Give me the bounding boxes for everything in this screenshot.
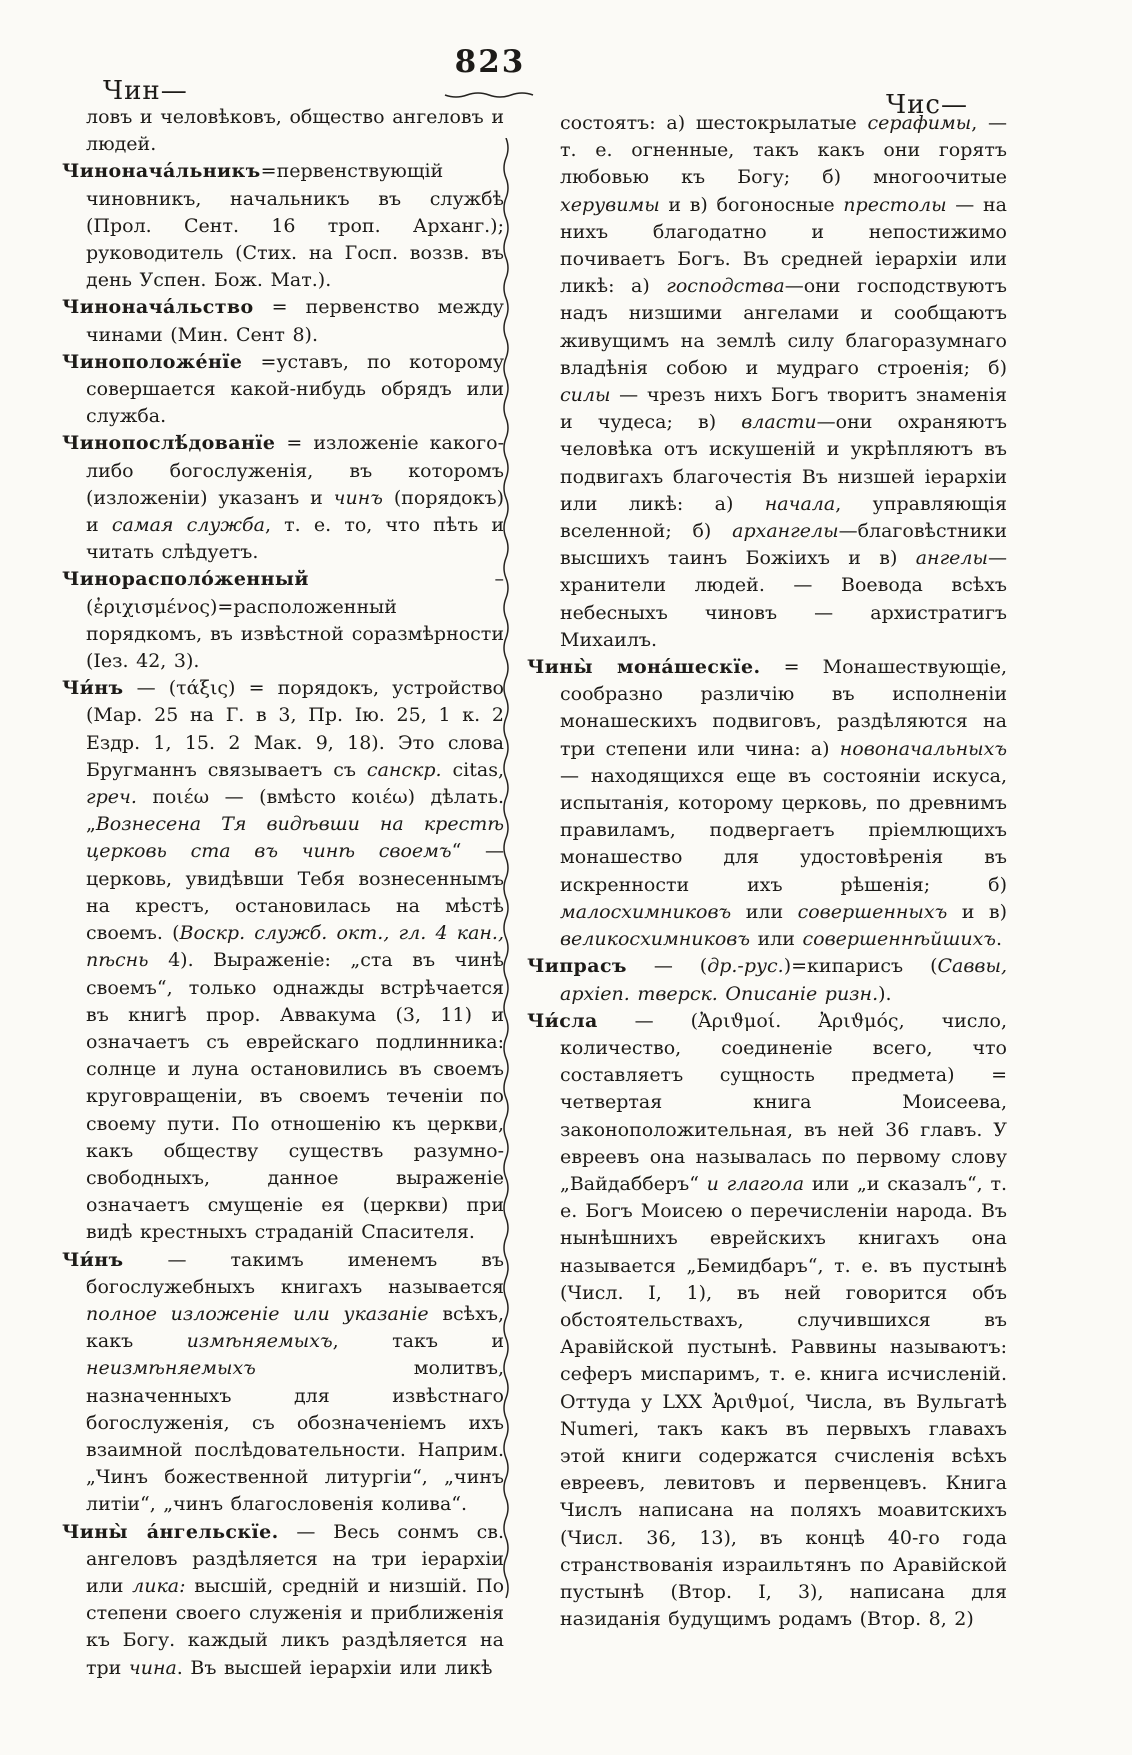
body-text: ловъ и человѣковъ, общество ангеловъ и людей.	[86, 106, 504, 156]
body-text: , такъ и	[332, 1330, 504, 1353]
body-text: = первенство между чинами (Мин. Сент 8).	[86, 296, 504, 346]
emphasis-text: ангелы	[915, 547, 988, 570]
emphasis-text: власти	[741, 411, 817, 434]
emphasis-text: самая служба	[111, 514, 265, 537]
entry-headword: Чи́сла	[527, 1009, 598, 1032]
emphasis-text: Саввы, архіеп. тверск. Описаніе ризн.	[560, 955, 1007, 1005]
emphasis-text: измѣняемыхъ	[186, 1330, 333, 1353]
body-text: и в)	[947, 900, 1007, 923]
emphasis-text: силы	[560, 384, 611, 407]
continuation-paragraph	[62, 104, 504, 158]
continuation-paragraph	[527, 110, 1007, 654]
emphasis-text: санскр.	[366, 758, 442, 781]
emphasis-text: чинъ	[333, 486, 383, 509]
body-text: — находящихся еще въ состояніи искуса, испытанія, которому церковь, по древнимъ правиламъ, подвергаетъ пріемлющихъ монашество для удостовѣренія въ искренности ихъ рѣшенія; б)	[560, 764, 1007, 896]
emphasis-text: архангелы	[732, 520, 839, 543]
entry-headword: Чины̀ а́нгельскїе.	[62, 1520, 279, 1543]
body-text: — такимъ именемъ въ богослужебныхъ книгахъ называется	[86, 1248, 504, 1298]
body-text: или	[731, 900, 798, 923]
dictionary-entry	[527, 654, 1007, 953]
entry-headword: Чинорасполо́женный	[62, 568, 309, 591]
dictionary-entry	[62, 430, 504, 566]
body-text: или „и сказалъ“, т. е. Богъ Моисею о перечисленіи народа. Въ нынѣшнихъ еврейскихъ книгахъ она называется „Бемидбаръ“, т. е. въ пустынѣ (Числ. I, 1), въ ней говорится объ обстоятельствахъ, случившихся въ Аравійской пустынѣ. Раввины называютъ: сеферъ миспаримъ, т. е. книга исчисленій. Оттуда у LXX Ἀριϑμοί, Числа, въ Вульгатѣ Numeri, такъ какъ въ первыхъ главахъ этой книги содержатся счисленія всѣхъ евреевъ, левитовъ и первенцевъ. Книга Числъ написана на поляхъ моавитскихъ (Числ. 36, 13), въ концѣ 40-го года странствованія израильтянъ по Аравійской пустынѣ (Втор. I, 3), написана для назиданія будущимъ родамъ (Втор. 8, 2)	[560, 1172, 1008, 1631]
body-text: высшій, средній и низшій. По степени своего служенія и приближенія къ Богу. каждый ликъ раздѣляется на три	[86, 1574, 505, 1679]
body-text: =уставъ, по которому совершается какой-нибудь обрядъ или служба.	[86, 350, 504, 428]
entry-headword: Чинонача́льникъ	[62, 160, 261, 183]
body-text: 4). Выраженіе: „ста въ чинѣ своемъ“, только однажды встрѣчается въ книгѣ прор. Аввакума (3, 11) и означаетъ съ еврейскаго подлинника: солнце и луна остановились въ своемъ круговращеніи, въ своемъ теченіи по своему пути. По отношенію къ церкви, какъ обществу существъ разумно-свободныхъ, данное выраженіе означаетъ смущеніе ея (церкви) при видѣ крестныхъ страданій Спасителя.	[86, 949, 504, 1244]
body-text: молитвъ, назначенныхъ для извѣстнаго богослуженія, съ обозначеніемъ ихъ взаимной послѣдовательности. Наприм. „Чинъ божественной литургіи“, „чинъ литіи“, „чинъ благословенія колива“.	[86, 1357, 504, 1516]
emphasis-text: др.-рус.	[707, 955, 784, 978]
emphasis-text: Воскр. служб. окт., гл. 4 кан., пѣснь	[86, 922, 504, 972]
entry-headword: Чины̀ мона́шескїе.	[527, 656, 761, 679]
page-number: 823	[454, 44, 526, 80]
emphasis-text: полное изложеніе или указаніе	[86, 1302, 429, 1325]
entry-headword: Чиноположе́нїе	[62, 350, 243, 373]
body-text: состоятъ: а) шестокрылатые	[560, 112, 868, 134]
emphasis-text: неизмѣняемыхъ	[86, 1357, 256, 1380]
entry-headword: Чинонача́льство	[62, 296, 254, 319]
page-number-underline-rule	[443, 90, 539, 100]
body-text: — на нихъ благодатно и непостижимо почиваетъ Богъ. Въ средней іерархіи или ликѣ: а)	[560, 193, 1007, 298]
emphasis-text: великосхимниковъ	[560, 928, 751, 951]
emphasis-text: лика:	[132, 1574, 186, 1597]
body-text: — чрезъ нихъ Богъ творитъ знаменія и чудеса; в)	[560, 384, 1007, 434]
body-text: или	[750, 928, 803, 951]
running-head-right: Чис—	[886, 90, 968, 120]
emphasis-text: престолы	[843, 193, 947, 216]
dictionary-entry	[527, 953, 1007, 1007]
emphasis-text: чина	[128, 1656, 177, 1679]
body-text: citas,	[441, 758, 504, 781]
body-text: – (ἐριχισμένος)=расположенный порядкомъ, въ извѣстной соразмѣрности (Іез. 42, 3).	[86, 568, 504, 673]
entry-headword: Чи́нъ	[62, 1248, 124, 1271]
entry-headword: Чи́нъ	[62, 677, 124, 700]
dictionary-entry	[62, 349, 504, 431]
left-column	[62, 104, 504, 1682]
body-text: —благовѣстники высшихъ таинъ Божіихъ и в)	[560, 520, 1007, 570]
dictionary-entry	[62, 675, 504, 1246]
body-text: , управляющія вселенной; б)	[560, 492, 1007, 543]
emphasis-text: совершеннѣйшихъ	[802, 928, 996, 951]
emphasis-text: Вознесена Тя видѣвши на крестѣ церковь ста въ чинѣ своемъ	[86, 813, 504, 863]
dictionary-entry	[527, 1008, 1007, 1634]
dictionary-entry	[62, 158, 504, 294]
body-text: = Монашествующіе, сообразно различію въ исполненіи монашескихъ подвиговъ, раздѣляются на три степени или чина: а)	[560, 656, 1008, 760]
body-text: (порядокъ) и	[86, 486, 504, 537]
dictionary-entry	[62, 1247, 504, 1519]
body-text: )=кипарисъ (	[783, 955, 938, 978]
body-text: ποιέω — (вмѣсто κοιέω) дѣлать. „	[86, 786, 504, 836]
body-text: ).	[878, 982, 892, 1005]
emphasis-text: серафимы	[867, 112, 972, 134]
body-text: .	[995, 928, 1002, 951]
dictionary-entry	[62, 294, 504, 348]
body-text: — (	[626, 955, 708, 978]
body-text: —они господствуютъ надъ низшими ангелами и сообщаютъ живущимъ на землѣ силу благоразумнаго владѣнія собою и мудраго строенія; б)	[560, 275, 1007, 379]
emphasis-text: новоначальныхъ	[839, 737, 1007, 760]
emphasis-text: херувимы	[560, 193, 660, 216]
emphasis-text: начала	[764, 492, 836, 515]
body-text: — (Ἀριϑμοί. Ἀριϑμός, число, количество, соединеніе всего, что составляетъ сущность предмета) = четвертая книга Моисеева, законоположительная, въ ней 36 главъ. У евреевъ она называлась по первому слову „Вайдабберъ“	[560, 1009, 1007, 1195]
body-text: — Весь сонмъ св. ангеловъ раздѣляется на три іерархіи или	[86, 1520, 504, 1597]
entry-headword: Чинопослѣ́дованїе	[62, 432, 276, 455]
body-text: , т. е. то, что пѣть и читать слѣдуетъ.	[86, 514, 504, 564]
running-head-left: Чин—	[103, 76, 188, 106]
body-text: и в) богоносные	[659, 193, 844, 216]
entry-headword: Чипрасъ	[527, 955, 627, 978]
body-text: “ — церковь, увидѣвши Тебя вознесеннымъ на крестъ, остановилась на мѣстѣ своемъ. (	[86, 840, 504, 945]
dictionary-entry	[62, 566, 504, 675]
emphasis-text: господства	[666, 275, 785, 298]
body-text: —они охраняютъ человѣка отъ искушеній и укрѣпляютъ въ подвигахъ благочестія Въ низшей іерархіи или ликѣ: а)	[560, 411, 1007, 515]
body-text: — (τάξις) = порядокъ, устройство (Мар. 25 на Г. в 3, Пр. Ію. 25, 1 к. 2 Ездр. 1, 15. 2 Мак. 9, 18). Это слова Бругманнъ связываетъ съ	[86, 677, 504, 781]
body-text: . Въ высшей іерархіи или ликѣ	[176, 1656, 493, 1679]
body-text: всѣхъ, какъ	[86, 1302, 504, 1353]
emphasis-text: совершенныхъ	[797, 900, 948, 923]
body-text: = изложеніе какого-либо богослуженія, въ которомъ (изложеніи) указанъ и	[86, 432, 504, 509]
body-text: , — т. е. огненные, такъ какъ они горятъ любовью къ Богу; б) многоочитые	[560, 112, 1007, 189]
emphasis-text: греч.	[86, 786, 137, 809]
body-text: =первенствующій чиновникъ, начальникъ въ службѣ (Прол. Сент. 16 троп. Арханг.); руководитель (Стих. на Госп. воззв. въ день Успен. Бож. Мат.).	[86, 160, 504, 292]
body-text: —хранители людей. — Воевода всѣхъ небесныхъ чиновъ — архистратигъ Михаилъ.	[560, 547, 1007, 651]
dictionary-entry	[62, 1519, 504, 1682]
right-column	[527, 110, 1007, 1633]
emphasis-text: и глагола	[706, 1172, 805, 1195]
emphasis-text: малосхимниковъ	[560, 900, 732, 923]
